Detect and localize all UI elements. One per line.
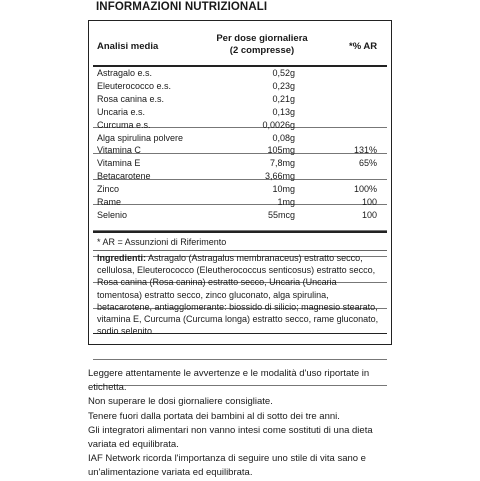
footnote: * AR = Assunzioni di Riferimento — [97, 237, 227, 247]
warning-item: Non superare le dosi giornaliere consigliate. — [88, 396, 273, 408]
row-quantity: 3,66mg — [264, 171, 295, 182]
warning-item: Gli integratori alimentari non vanno intesi come sostituti di una dieta variata ed equilibrata. — [88, 424, 373, 451]
table-row — [93, 81, 387, 94]
nutrition-table — [88, 20, 392, 345]
row-ar-percent: 100 — [361, 209, 377, 220]
row-quantity: 7,8mg — [269, 158, 295, 169]
row-name: Selenio — [97, 209, 128, 220]
warning-item: IAF Network ricorda l'importanza di seguire uno stile di vita sano e un'alimentazione variata ed equilibrata. — [88, 453, 366, 479]
row-quantity: 0,23g — [272, 80, 295, 91]
table-row — [93, 145, 387, 158]
row-name: Uncaria e.s. — [97, 106, 146, 117]
table-row — [93, 171, 387, 184]
column-header-name: Analisi media — [97, 41, 159, 52]
column-header-dose-line2: (2 compresse) — [229, 45, 295, 56]
table-row — [93, 68, 387, 81]
row-name: Vitamina E — [97, 158, 141, 169]
table-row — [93, 120, 387, 133]
warning-item: Tenere fuori dalla portata dei bambini al di sotto dei tre anni. — [88, 410, 340, 422]
table-divider — [93, 231, 387, 233]
table-row — [93, 197, 387, 210]
warnings — [88, 367, 388, 481]
row-quantity: 55mcg — [267, 209, 295, 220]
row-name: Alga spirulina polvere — [97, 132, 184, 143]
row-ar-percent: 131% — [353, 145, 377, 156]
row-quantity: 1mg — [277, 197, 295, 207]
ingredients — [97, 252, 381, 337]
row-quantity: 0,52g — [272, 68, 295, 78]
table-divider — [93, 65, 387, 67]
page-title: INFORMAZIONI NUTRIZIONALI — [96, 1, 268, 13]
column-header-dose-line1: Per dose giornaliera — [216, 33, 308, 44]
column-header-dose — [209, 33, 315, 57]
row-name: Rame — [97, 197, 122, 207]
row-ar-percent: 100 — [361, 197, 377, 207]
table-row — [93, 107, 387, 120]
row-name: Astragalo e.s. — [97, 68, 153, 78]
row-ar-percent: 100% — [353, 184, 377, 195]
row-name: Curcuma e.s. — [97, 119, 151, 130]
table-row — [93, 210, 387, 223]
row-name: Rosa canina e.s. — [97, 93, 165, 104]
row-quantity: 0,08g — [272, 132, 295, 143]
row-name: Betacarotene — [97, 171, 151, 182]
row-quantity: 0,21g — [272, 93, 295, 104]
row-quantity: 105mg — [267, 145, 295, 156]
row-ar-percent: 65% — [358, 158, 377, 169]
table-row — [93, 94, 387, 107]
row-quantity: 0,13g — [272, 106, 295, 117]
row-divider — [93, 359, 387, 360]
table-divider — [93, 250, 387, 251]
column-header-ar: *% AR — [349, 41, 378, 52]
table-row — [93, 158, 387, 171]
row-quantity: 10mg — [272, 184, 295, 195]
table-row — [93, 133, 387, 146]
row-name: Zinco — [97, 184, 120, 195]
row-quantity: 0,0026g — [262, 119, 295, 130]
row-name: Vitamina C — [97, 145, 141, 156]
warning-item: Leggere attentamente le avvertenze e le modalità d'uso riportate in etichetta. — [88, 368, 370, 394]
ingredients-text: Astragalo (Astragalus membranaceus) estratto secco, cellulosa, Eleuterococco (Eleutherococcus senticosus) estratto secco, Rosa canina (Rosa canina) estratto secco, Uncaria (Uncaria tomentosa) estratto secco, zinco gluconato, alga spirulina, betacarotene, antiagglomerante: biossido di silicio; magnesio stearato, vitamina E, Curcuma (Curcuma longa) estratto secco, rame gluconato, sodio selenito. — [97, 253, 379, 337]
row-name: Eleuterococco e.s. — [97, 80, 172, 91]
table-row — [93, 184, 387, 197]
ingredients-label: Ingredienti: — [97, 253, 146, 263]
